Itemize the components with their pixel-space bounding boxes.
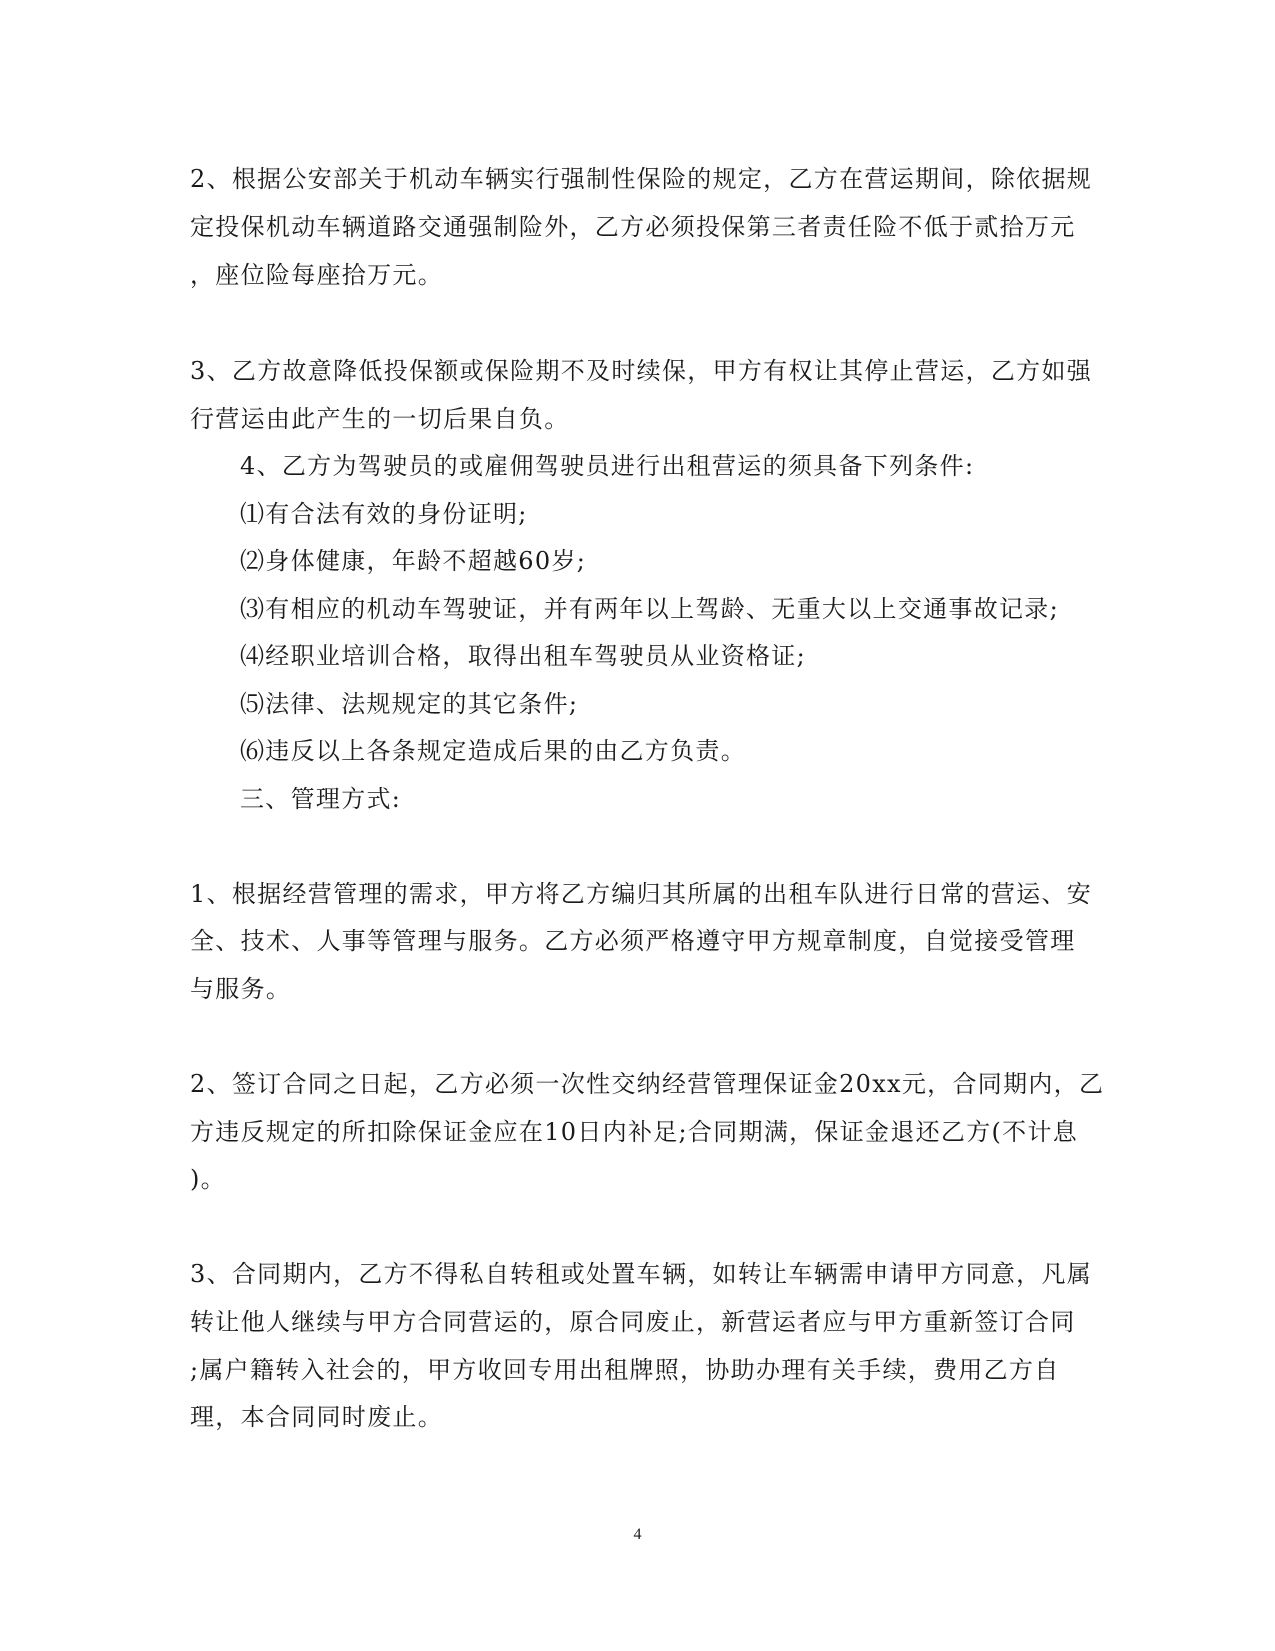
text-line: 4、乙方为驾驶员的或雇佣驾驶员进行出租营运的须具备下列条件: xyxy=(240,452,975,480)
text-line: ⑵身体健康，年龄不超越60岁; xyxy=(240,547,587,575)
text-line: 2、根据公安部关于机动车辆实行强制性保险的规定，乙方在营运期间，除依据规 xyxy=(190,165,1093,193)
text-line: 与服务。 xyxy=(190,975,292,1003)
text-line: ⑷经职业培训合格，取得出租车驾驶员从业资格证; xyxy=(240,642,806,670)
text-line: 理，本合同同时废止。 xyxy=(190,1403,443,1431)
text-line: ⑸法律、法规规定的其它条件; xyxy=(240,690,579,718)
text-line: 行营运由此产生的一切后果自负。 xyxy=(190,405,570,433)
text-line: 3、合同期内，乙方不得私自转租或处置车辆，如转让车辆需申请甲方同意，凡属 xyxy=(190,1260,1093,1288)
text-line: ⑹违反以上各条规定造成后果的由乙方负责。 xyxy=(240,737,746,765)
text-line: ;属户籍转入社会的，甲方收回专用出租牌照，协助办理有关手续，费用乙方自 xyxy=(190,1356,1060,1384)
text-line: 全、技术、人事等管理与服务。乙方必须严格遵守甲方规章制度，自觉接受管理 xyxy=(190,927,1076,955)
text-line: 方违反规定的所扣除保证金应在10日内补足;合同期满，保证金退还乙方(不计息 xyxy=(190,1118,1079,1146)
text-line: 2、签订合同之日起，乙方必须一次性交纳经营管理保证金20xx元，合同期内，乙 xyxy=(190,1070,1105,1098)
text-line: 3、乙方故意降低投保额或保险期不及时续保，甲方有权让其停止营运，乙方如强 xyxy=(190,357,1093,385)
text-line: 定投保机动车辆道路交通强制险外，乙方必须投保第三者责任险不低于贰拾万元 xyxy=(190,213,1076,241)
page-number: 4 xyxy=(633,1526,642,1543)
text-line: 1、根据经营管理的需求，甲方将乙方编归其所属的出租车队进行日常的营运、安 xyxy=(190,880,1093,908)
text-line: ，座位险每座拾万元。 xyxy=(190,261,443,289)
section-heading: 三、管理方式: xyxy=(240,785,402,813)
text-line: ⑴有合法有效的身份证明; xyxy=(240,500,528,528)
text-line: )。 xyxy=(190,1165,226,1193)
text-line: ⑶有相应的机动车驾驶证，并有两年以上驾龄、无重大以上交通事故记录; xyxy=(240,595,1059,623)
text-line: 转让他人继续与甲方合同营运的，原合同废止，新营运者应与甲方重新签订合同 xyxy=(190,1308,1076,1336)
